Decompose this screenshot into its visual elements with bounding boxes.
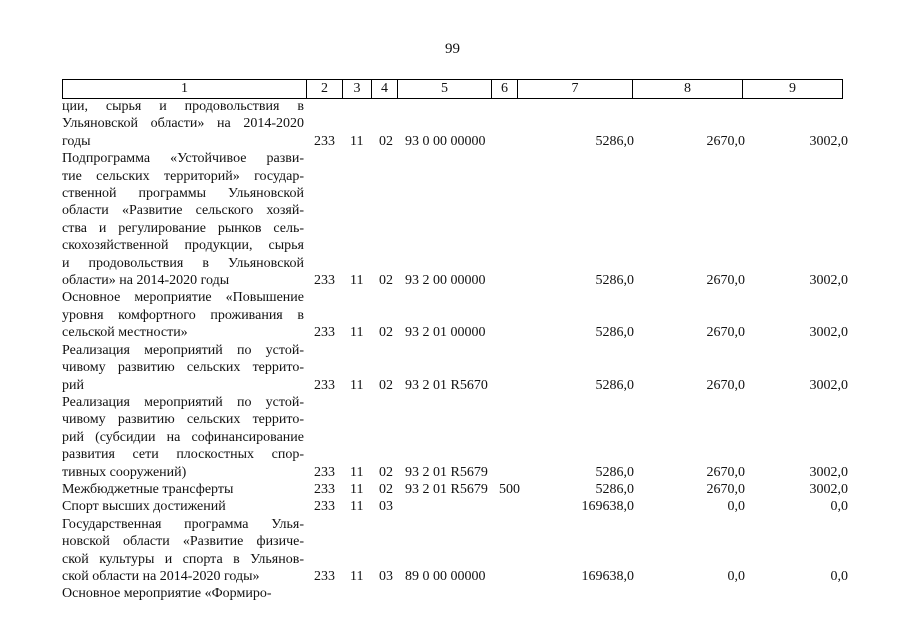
cell-c5: 89 0 00 00000 xyxy=(405,568,486,584)
column-header-7: 7 xyxy=(518,80,633,99)
row-values xyxy=(62,272,852,289)
cell-c5: 93 2 01 R5679 xyxy=(405,481,488,497)
cell-c4: 03 xyxy=(379,499,393,515)
cell-c4: 02 xyxy=(379,377,393,393)
cell-c8: 0,0 xyxy=(727,499,745,515)
description-line: Государственная программа Улья- xyxy=(62,516,304,532)
description-line: и продовольствия в Ульяновской xyxy=(62,255,304,271)
cell-c2: 233 xyxy=(314,133,335,149)
cell-c2: 233 xyxy=(314,377,335,393)
cell-c2: 233 xyxy=(314,499,335,515)
table-row xyxy=(62,481,852,498)
description-line: скохозяйственной продукции, сырья xyxy=(62,238,304,254)
table-row xyxy=(62,98,852,150)
row-values xyxy=(62,377,852,394)
description-line: уровня комфортного проживания в xyxy=(62,307,304,323)
table-row xyxy=(62,394,852,481)
column-header-1: 1 xyxy=(63,80,307,99)
cell-c8: 2670,0 xyxy=(706,325,745,341)
cell-c3: 11 xyxy=(350,464,364,480)
cell-c3: 11 xyxy=(350,377,364,393)
row-values xyxy=(62,133,852,150)
cell-c2: 233 xyxy=(314,481,335,497)
description-line: ства и регулирование рынков сель- xyxy=(62,220,304,236)
cell-c8: 2670,0 xyxy=(706,273,745,289)
cell-c7: 5286,0 xyxy=(595,464,634,480)
cell-c8: 2670,0 xyxy=(706,133,745,149)
description-line: Межбюджетные трансферты xyxy=(62,481,234,497)
description-line: области «Развитие сельского хозяй- xyxy=(62,203,304,219)
cell-c3: 11 xyxy=(350,273,364,289)
column-header-9: 9 xyxy=(743,80,843,99)
table-row xyxy=(62,498,852,515)
description-line: сельской местности» xyxy=(62,325,188,341)
cell-c9: 3002,0 xyxy=(809,464,848,480)
cell-c8: 2670,0 xyxy=(706,464,745,480)
cell-c9: 3002,0 xyxy=(809,273,848,289)
row-values xyxy=(62,585,852,602)
row-values xyxy=(62,324,852,341)
cell-c3: 11 xyxy=(350,568,364,584)
column-header-table xyxy=(62,79,843,99)
description-line: тивных сооружений) xyxy=(62,464,187,480)
cell-c2: 233 xyxy=(314,568,335,584)
cell-c9: 3002,0 xyxy=(809,481,848,497)
description-line: чивому развитию сельских террито- xyxy=(62,412,304,428)
description-line: Реализация мероприятий по устой- xyxy=(62,342,304,358)
table-row xyxy=(62,516,852,586)
cell-c5: 93 2 00 00000 xyxy=(405,273,486,289)
column-header-8: 8 xyxy=(633,80,743,99)
cell-c5: 93 2 01 R5670 xyxy=(405,377,488,393)
cell-c5: 93 2 01 00000 xyxy=(405,325,486,341)
description-line: Основное мероприятие «Формиро- xyxy=(62,586,272,602)
description-line: тие сельских территорий» государ- xyxy=(62,168,304,184)
cell-c2: 233 xyxy=(314,325,335,341)
cell-c7: 5286,0 xyxy=(595,273,634,289)
cell-c3: 11 xyxy=(350,481,364,497)
description-line: новской области «Развитие физиче- xyxy=(62,534,304,550)
description-line: годы xyxy=(62,133,91,149)
row-description xyxy=(62,150,304,289)
cell-c7: 169638,0 xyxy=(581,568,634,584)
cell-c4: 02 xyxy=(379,464,393,480)
row-values xyxy=(62,568,852,585)
description-line: Основное мероприятие «Повышение xyxy=(62,290,304,306)
description-line: Спорт высших достижений xyxy=(62,499,226,515)
cell-c5: 93 2 01 R5679 xyxy=(405,464,488,480)
column-header-5: 5 xyxy=(398,80,492,99)
cell-c7: 5286,0 xyxy=(595,133,634,149)
cell-c4: 02 xyxy=(379,481,393,497)
cell-c4: 03 xyxy=(379,568,393,584)
cell-c4: 02 xyxy=(379,325,393,341)
description-line: ской культуры и спорта в Ульянов- xyxy=(62,551,304,567)
cell-c9: 3002,0 xyxy=(809,377,848,393)
description-line: ственной программы Ульяновской xyxy=(62,186,304,202)
column-header-row xyxy=(63,80,843,99)
description-line: рий (субсидии на софинансирование xyxy=(62,429,304,445)
description-line: ции, сырья и продовольствия в xyxy=(62,99,304,114)
row-values xyxy=(62,464,852,481)
cell-c3: 11 xyxy=(350,325,364,341)
description-line: ской области на 2014-2020 годы» xyxy=(62,568,260,584)
column-header-4: 4 xyxy=(372,80,398,99)
cell-c7: 169638,0 xyxy=(581,499,634,515)
cell-c4: 02 xyxy=(379,133,393,149)
table-row xyxy=(62,342,852,394)
table-row xyxy=(62,150,852,289)
table-row xyxy=(62,585,852,602)
table-row xyxy=(62,289,852,341)
cell-c5: 93 0 00 00000 xyxy=(405,133,486,149)
cell-c6: 500 xyxy=(499,481,520,497)
cell-c9: 3002,0 xyxy=(809,325,848,341)
description-line: области» на 2014-2020 годы xyxy=(62,273,230,289)
cell-c2: 233 xyxy=(314,464,335,480)
row-values xyxy=(62,498,852,515)
cell-c9: 0,0 xyxy=(830,568,848,584)
cell-c3: 11 xyxy=(350,133,364,149)
description-line: развития сети плоскостных спор- xyxy=(62,447,304,463)
column-header-3: 3 xyxy=(343,80,372,99)
cell-c7: 5286,0 xyxy=(595,377,634,393)
cell-c7: 5286,0 xyxy=(595,481,634,497)
cell-c8: 2670,0 xyxy=(706,377,745,393)
column-header-6: 6 xyxy=(492,80,518,99)
page-number: 99 xyxy=(445,41,460,57)
row-values xyxy=(62,481,852,498)
column-header-2: 2 xyxy=(307,80,343,99)
description-line: Ульяновской области» на 2014-2020 xyxy=(62,116,304,132)
cell-c4: 02 xyxy=(379,273,393,289)
cell-c9: 0,0 xyxy=(830,499,848,515)
cell-c7: 5286,0 xyxy=(595,325,634,341)
budget-rows xyxy=(62,98,852,603)
cell-c8: 2670,0 xyxy=(706,481,745,497)
cell-c2: 233 xyxy=(314,273,335,289)
description-line: Реализация мероприятий по устой- xyxy=(62,394,304,410)
description-line: чивому развитию сельских террито- xyxy=(62,360,304,376)
description-line: Подпрограмма «Устойчивое разви- xyxy=(62,151,304,167)
cell-c9: 3002,0 xyxy=(809,133,848,149)
cell-c3: 11 xyxy=(350,499,364,515)
cell-c8: 0,0 xyxy=(727,568,745,584)
description-line: рий xyxy=(62,377,84,393)
